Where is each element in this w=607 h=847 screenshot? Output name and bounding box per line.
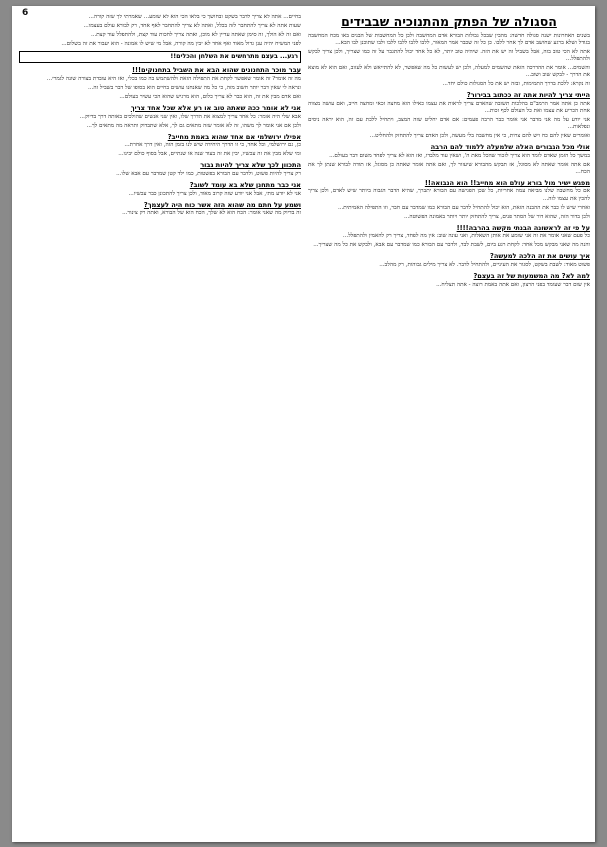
paragraph: והנה מה שאני מבקש מכל אחד: לקחת רגע ביום, לשבת לבד, ולדבר עם הבורא כמו שמדבר עם אבא, ולבקש את כל מה שצריך... — [313, 242, 590, 249]
section-heading: הייתי צריך להיות אתה זה ככתוב בבירור? — [466, 91, 590, 100]
paragraph: אין שום דבר שעומד בפני הרצון, ואם אתה באמת רוצה - אתה תצליח... — [436, 281, 590, 288]
article-title: הסגולה של הפתק מהתנוכיה שבבידים — [341, 14, 557, 29]
section-heading: ושמע על חתם מה שהוא הזה אשר כוח היה לעצמך? — [143, 200, 301, 209]
left-column — [19, 14, 301, 836]
paragraph: במשך כל הזמן שאדם לומד הוא צריך לזכור שהכל מאת ה', ושאין עוד מלבדו, ואז הוא לא צריך לפחד משום דבר בעולם... — [329, 152, 590, 159]
section-heading: התכוון לכך שלא צריך להיות גבור — [200, 161, 301, 170]
paragraph: בחיים... אתה לא צריך לדבר בשקט ובחושך כי בלאו הכי הוא לא שומע... שאמרתי לך שזה קורה... — [88, 14, 301, 20]
paragraph: אתה לא הכי טוב בזה, אבל בשביל זה יש את הזה. שיהיה טוב יותר, לא כל אחד יכול להתגבר על זה כמו שצריך, ולכן צריך לבקש ולהתפלל... — [308, 49, 590, 63]
paragraph: ואם זה לא הולך, זה סימן שאתה עדיין לא מוכן, ואתה צריך לחכות עוד קצת, ולהתפלל עוד קצת... — [90, 32, 301, 39]
paragraph: אני יודע על מה אני מדבר אני אומר כבר הרבה פעמים: אם אדם יחליט שזה המצב, ויתחיל ללכת עם זה, הוא יראה ניסים ונפלאות... — [308, 117, 590, 131]
boxed-heading: רגע... בעצם מתרחשים את השלחן והכלים!! — [19, 51, 301, 63]
document-page — [12, 6, 595, 842]
paragraph: ואחרי שיש לו כבר את ההבנה הזאת, הוא יכול להתחיל לדבר עם הבורא כמו שמדבר עם חבר, וזו התפילה האמיתית... — [337, 204, 590, 211]
section-heading: אפילו ירושלמי אם אחד שהוא באמת מחייב? — [167, 132, 301, 141]
section-heading: אני לא אומר ככה שאתה טוב או רע אלא שכל אחד צריך — [130, 103, 301, 112]
paragraph: פשוט מאוד: לשבת בשקט, לסגור את העיניים, ולהתחיל לדבר. לא צריך מילים גבוהות, רק מהלב... — [379, 261, 590, 268]
section-heading: אני כבר מתחנן שלא בא עומד לשוב? — [189, 180, 301, 189]
paragraph: בשנים האחרונות ישנה סגולה חדשה: מהבין שבכל גבולות הבורא אדם המחשבה ולכן כל המחשבות של הבנים באו מכח המחשבה בגודל ושלא ברגע שחושב אדם לך אחר ללבו. כן כל זה שכבר אמר המאור, ללבו ללבו ללבו ללבו ולבו שתוכנן לבו הבא... — [308, 33, 590, 47]
paragraph: זה נקרא: ללכת בדרך התמימות, ובזה יש את כל הסגולות כולם יחד... — [442, 81, 590, 88]
paragraph: ואומרים שאין להם כח ויש להם צרות, כי אין מחשבה בלי מעשה, ולכן האדם צריך להתחזק ולהחליט... — [369, 133, 590, 140]
right-column — [308, 14, 590, 836]
paragraph: אתה כן אתה אמר הרמב"ם בהלכות תשובה שהאדם צריך לראות את עצמו כאילו הוא מחצה זכאי ומחצה חייב, ואם עושה מצווה אחת הכריע את עצמו ואת כל העולם לכף זכות... — [308, 100, 590, 114]
section-heading: על פי זה לראשונה הבנתי מקשה בהרבה!!!! — [456, 223, 590, 232]
paragraph: והשמים... אומר את ההדרכה הזאת שהשמים למעלה, ולכן יש לעשות כל מה שאפשר, לא להתייאש ולא לעזוב, ואם הוא לא מוצא את הדרך - לבקש שוב ושוב... — [308, 65, 590, 79]
section-heading: מפגש ישיר מול בורא עולם הוא מחייב!! הוא הנבואה!! — [424, 178, 590, 187]
paragraph: ומי שלא מבין את זה עכשיו, יבין את זה בעוד שנה או שנתיים, אבל בסוף כולם יבינו... — [118, 151, 301, 158]
paragraph: זה בדיוק מה שאני אומר: הכח הוא לא שלך, הכח הוא של הבורא, ואתה רק צינור... — [122, 210, 301, 217]
paragraph: ולכן בדור הזה, שהוא דור של הסתר פנים, צריך להתחזק יותר ויותר באמונה הפשוטה... — [404, 213, 590, 220]
paragraph: אני לא יודע מתי, אבל אני יודע שזה קרוב מאוד, ולכן צריך להתכונן כבר עכשיו... — [128, 190, 301, 197]
paragraph: רק צריך להיות פשוט, ולדבר עם הבורא בפשטות, כמו ילד קטן שמדבר עם אבא שלו... — [116, 170, 301, 177]
paragraph: כל פעם שאני אומר את זה אני שומע את אותן השאלות, ואני עונה שוב: אין מה לפחד, צריך רק להאמין ולהתפלל... — [342, 233, 590, 240]
paragraph: אם כל מחשבה שלנו מביאה עמה אחריות, כל שכן הפגישה עם הבורא יתברך, שהיא הדבר הגבוה ביותר שיש לאדם, ולכן צריך להכין את עצמו לזה... — [308, 188, 590, 202]
paragraph: ואם אדם מבין את זה, הוא כבר לא צריך כלום, הוא מרגיש שהוא הכי עשיר בעולם... — [119, 93, 301, 100]
section-heading: עבר מוכר התחנונים שהוא הבא את השביל בתחנוקים!!! — [132, 66, 301, 75]
paragraph: כן, גם ירושלמי, וכל אחד, כי זו הדרך היחידה שיש לנו בזמן הזה, ואין דרך אחרת... — [124, 142, 301, 149]
paragraph: אם אתה אומר שאתה לא מסוגל, אז תבקש מהבורא שיעזור לך, ואם אתה אומר שאתה כן מסוגל, אז תודה לבורא שנתן לך את הכח... — [308, 161, 590, 175]
paragraph: מה זה אומר? זה אומר שאפשר לקחת את התפילה הזאת ולהשתמש בה כמו בכלי, ואז היא עובדת בצורה שונה לגמרי... — [46, 75, 301, 82]
section-heading: למה לא? מה המשמעות של זה בעצם? — [473, 272, 590, 280]
paragraph: שעות אתה לא צריך להתחבר לזה בכלל, ואתה לא צריך להתחבר לאף אחד, רק לבורא עולם בעצמו... — [83, 23, 301, 30]
paragraph: ונראה לי שאין דבר יותר חשוב מזה, כי כל מה שאנחנו עושים בחיים הוא בסופו של דבר בשביל זה... — [88, 84, 301, 91]
section-heading: איך עושים את זה הלכה למעשה? — [490, 252, 590, 261]
paragraph: אבא שלי היה אומר: כל אחד צריך למצוא את הדרך שלו, ואין שני אנשים שהולכים באותה דרך בדיוק... — [79, 113, 301, 120]
section-heading: אולי מכל הגבורים האלה שלמעלה ללמוד להם הרבה — [430, 143, 590, 152]
paragraph: לפני המשיח יהיה ענן גדול מאוד ואף אחד לא יבין מה קורה, אבל מי שיש לו אמונה - הוא יעבור את זה בשלום... — [61, 41, 301, 48]
page-number: 6 — [22, 8, 29, 18]
paragraph: ולכן אם אני אומר לך משהו, זה לא אומר שזה מתאים גם לך, אלא שתבדוק ותראה מה מתאים לך... — [86, 122, 301, 129]
